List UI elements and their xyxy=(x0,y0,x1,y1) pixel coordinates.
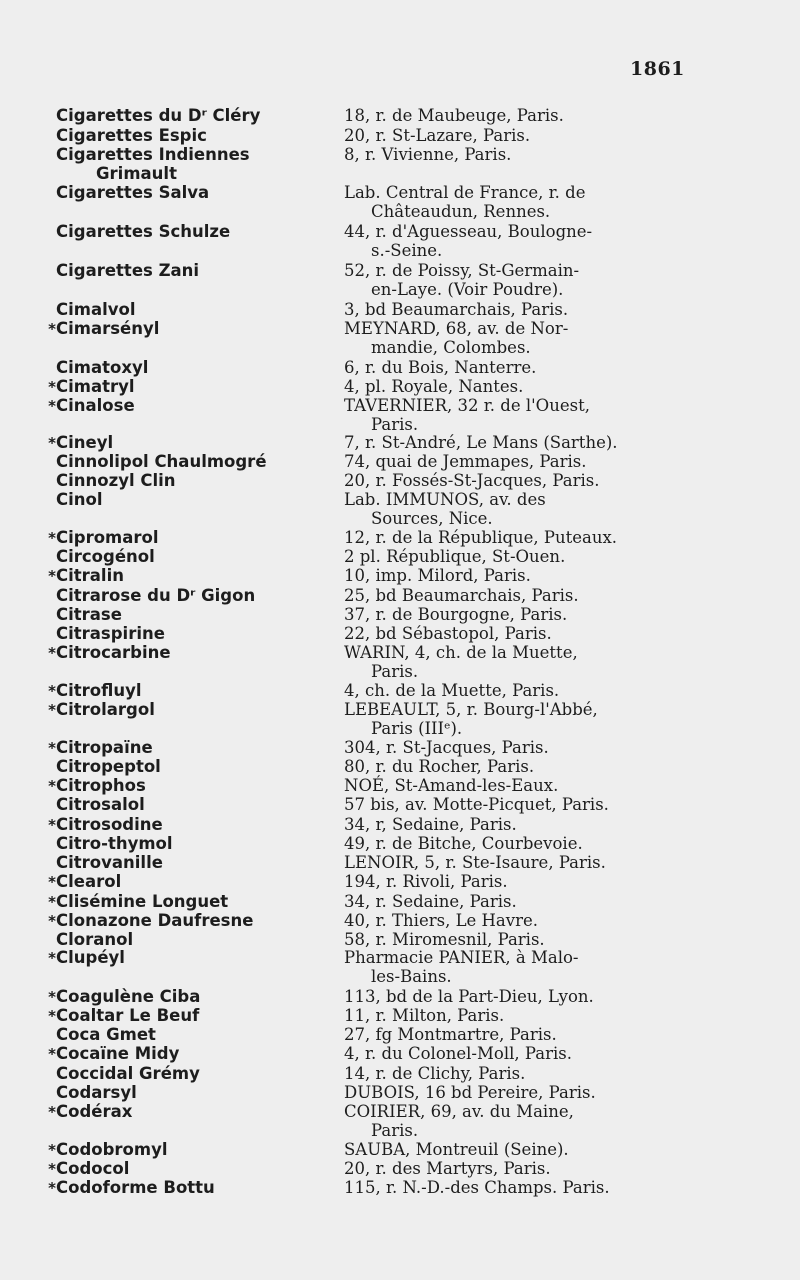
asterisk-marker: * xyxy=(48,816,56,834)
asterisk-marker: * xyxy=(48,912,56,930)
asterisk-marker: * xyxy=(48,1045,56,1063)
product-name-text: Cimatryl xyxy=(56,377,135,396)
address-line: 34, r, Sedaine, Paris. xyxy=(344,815,517,834)
product-name-text: Citropaïne xyxy=(56,738,153,757)
product-name-text: Citrophos xyxy=(56,776,146,795)
product-name-text: Citrolargol xyxy=(56,700,155,719)
address-line: 20, r. des Martyrs, Paris. xyxy=(344,1159,551,1178)
address-line: 2 pl. République, St-Ouen. xyxy=(344,547,566,566)
product-name-text: Codérax xyxy=(56,1102,133,1121)
product-name-text: Cigarettes Schulze xyxy=(56,222,231,241)
address-line: 194, r. Rivoli, Paris. xyxy=(344,872,508,891)
asterisk-marker: * xyxy=(48,777,56,795)
product-name-text: Cimalvol xyxy=(56,300,136,319)
product-name-text: Clearol xyxy=(56,872,122,891)
address xyxy=(344,1044,694,1063)
product-name-text: Cipromarol xyxy=(56,528,159,547)
asterisk-marker: * xyxy=(48,378,56,396)
product-name xyxy=(40,319,330,339)
product-name xyxy=(40,624,330,643)
asterisk-marker: * xyxy=(48,1141,56,1159)
address-line: 44, r. d'Aguesseau, Boulogne- xyxy=(344,222,593,241)
product-name xyxy=(40,547,330,566)
address-line: 20, r. Fossés-St-Jacques, Paris. xyxy=(344,471,600,490)
address xyxy=(344,1159,694,1178)
address xyxy=(344,911,694,930)
address xyxy=(344,1140,694,1159)
address xyxy=(344,586,694,605)
address-line: Lab. Central de France, r. de xyxy=(344,183,586,202)
address-line: 8, r. Vivienne, Paris. xyxy=(344,145,512,164)
asterisk-marker: * xyxy=(48,1179,56,1197)
address xyxy=(344,987,694,1006)
address xyxy=(344,700,694,738)
product-name xyxy=(40,1178,330,1198)
asterisk-marker: * xyxy=(48,949,56,967)
asterisk-marker: * xyxy=(48,320,56,338)
address-line: 10, imp. Milord, Paris. xyxy=(344,566,531,585)
address xyxy=(344,222,694,260)
address xyxy=(344,815,694,834)
product-name xyxy=(40,815,330,835)
address-line: 115, r. N.-D.-des Champs. Paris. xyxy=(344,1178,610,1197)
asterisk-marker: * xyxy=(48,1007,56,1025)
product-name xyxy=(40,948,330,968)
product-name xyxy=(40,586,330,605)
address-continuation: Paris (IIIᵉ). xyxy=(371,719,463,738)
address-line: 80, r. du Rocher, Paris. xyxy=(344,757,535,776)
product-name xyxy=(40,911,330,931)
product-name-text: Coaltar Le Beuf xyxy=(56,1006,200,1025)
address xyxy=(344,145,694,164)
address-line: 3, bd Beaumarchais, Paris. xyxy=(344,300,569,319)
address-line: Lab. IMMUNOS, av. des xyxy=(344,490,546,509)
address-line: 113, bd de la Part-Dieu, Lyon. xyxy=(344,987,594,1006)
address xyxy=(344,738,694,757)
product-name-text: Citrase xyxy=(56,605,122,624)
address xyxy=(344,1178,694,1197)
product-name-text: Cimarsényl xyxy=(56,319,160,338)
address xyxy=(344,624,694,643)
product-name xyxy=(40,471,330,490)
address xyxy=(344,106,694,125)
address xyxy=(344,126,694,145)
asterisk-marker: * xyxy=(48,529,56,547)
asterisk-marker: * xyxy=(48,434,56,452)
product-name xyxy=(40,795,330,814)
address-continuation: Châteaudun, Rennes. xyxy=(371,202,551,221)
address-line: 6, r. du Bois, Nanterre. xyxy=(344,358,537,377)
product-name xyxy=(40,681,330,701)
address xyxy=(344,681,694,700)
product-name-text: Citrocarbine xyxy=(56,643,171,662)
product-name-text: Cocaïne Midy xyxy=(56,1044,180,1063)
asterisk-marker: * xyxy=(48,682,56,700)
asterisk-marker: * xyxy=(48,1103,56,1121)
address xyxy=(344,433,694,452)
address xyxy=(344,757,694,776)
product-name-text: Clonazone Daufresne xyxy=(56,911,254,930)
product-name-text: Citrovanille xyxy=(56,853,163,872)
address-line: 34, r. Sedaine, Paris. xyxy=(344,892,517,911)
address-continuation: Paris. xyxy=(371,1121,419,1140)
address-line: 58, r. Miromesnil, Paris. xyxy=(344,930,545,949)
address-line: 4, pl. Royale, Nantes. xyxy=(344,377,524,396)
address-continuation: Sources, Nice. xyxy=(371,509,493,528)
product-name xyxy=(40,358,330,377)
address xyxy=(344,358,694,377)
address-line: 12, r. de la République, Puteaux. xyxy=(344,528,618,547)
product-name-text: Citrarose du Dʳ Gigon xyxy=(56,586,256,605)
product-name-text: Citrofluyl xyxy=(56,681,142,700)
asterisk-marker: * xyxy=(48,567,56,585)
address xyxy=(344,1006,694,1025)
address-continuation: Paris. xyxy=(371,415,419,434)
product-name xyxy=(40,1140,330,1160)
address xyxy=(344,261,694,299)
address xyxy=(344,834,694,853)
address-line: WARIN, 4, ch. de la Muette, xyxy=(344,643,578,662)
address xyxy=(344,853,694,872)
address-line: SAUBA, Montreuil (Seine). xyxy=(344,1140,569,1159)
asterisk-marker: * xyxy=(48,739,56,757)
address-continuation: en-Laye. (Voir Poudre). xyxy=(371,280,564,299)
address xyxy=(344,528,694,547)
product-name-text: Citrosodine xyxy=(56,815,163,834)
product-name xyxy=(40,377,330,397)
product-name-text: Cimatoxyl xyxy=(56,358,149,377)
address-line: 4, r. du Colonel-Moll, Paris. xyxy=(344,1044,572,1063)
address xyxy=(344,605,694,624)
page-number: 1861 xyxy=(630,58,685,80)
address-line: 37, r. de Bourgogne, Paris. xyxy=(344,605,568,624)
product-name xyxy=(40,433,330,453)
product-name-text: Cigarettes Zani xyxy=(56,261,200,280)
product-name-text: Cigarettes du Dʳ Cléry xyxy=(56,106,261,125)
address xyxy=(344,377,694,396)
asterisk-marker: * xyxy=(48,701,56,719)
asterisk-marker: * xyxy=(48,397,56,415)
address-line: LENOIR, 5, r. Ste-Isaure, Paris. xyxy=(344,853,606,872)
product-name xyxy=(40,987,330,1007)
product-name xyxy=(40,892,330,912)
product-name-text: Citrosalol xyxy=(56,795,145,814)
address-line: DUBOIS, 16 bd Pereire, Paris. xyxy=(344,1083,596,1102)
address xyxy=(344,319,694,357)
address xyxy=(344,776,694,795)
asterisk-marker: * xyxy=(48,1160,56,1178)
product-name-text: Citralin xyxy=(56,566,124,585)
address xyxy=(344,1064,694,1083)
product-name xyxy=(40,834,330,853)
address-line: 304, r. St-Jacques, Paris. xyxy=(344,738,549,757)
product-name-text: Codobromyl xyxy=(56,1140,168,1159)
product-name-text: Cigarettes Salva xyxy=(56,183,210,202)
address-line: 7, r. St-André, Le Mans (Sarthe). xyxy=(344,433,618,452)
product-name-continuation: Grimault xyxy=(96,164,177,183)
product-name xyxy=(40,145,330,183)
address xyxy=(344,566,694,585)
product-name-text: Coccidal Grémy xyxy=(56,1064,200,1083)
product-name-text: Cinnozyl Clin xyxy=(56,471,176,490)
asterisk-marker: * xyxy=(48,893,56,911)
address-line: Pharmacie PANIER, à Malo- xyxy=(344,948,579,967)
product-name xyxy=(40,872,330,892)
address xyxy=(344,1025,694,1044)
product-name xyxy=(40,396,330,416)
address-line: LEBEAULT, 5, r. Bourg-l'Abbé, xyxy=(344,700,598,719)
product-name-text: Cigarettes Indiennes xyxy=(56,145,250,164)
product-name xyxy=(40,605,330,624)
address xyxy=(344,471,694,490)
product-name xyxy=(40,1044,330,1064)
asterisk-marker: * xyxy=(48,988,56,1006)
product-name-text: Circogénol xyxy=(56,547,155,566)
product-name xyxy=(40,853,330,872)
product-name-text: Citro-thymol xyxy=(56,834,173,853)
product-name xyxy=(40,490,330,509)
address xyxy=(344,396,694,434)
product-name xyxy=(40,1083,330,1102)
product-name xyxy=(40,930,330,949)
address-line: 52, r. de Poissy, St-Germain- xyxy=(344,261,580,280)
product-name xyxy=(40,1064,330,1083)
product-name xyxy=(40,300,330,319)
address-line: 40, r. Thiers, Le Havre. xyxy=(344,911,538,930)
product-name xyxy=(40,222,330,241)
address xyxy=(344,452,694,471)
product-name-text: Codarsyl xyxy=(56,1083,137,1102)
address-continuation: mandie, Colombes. xyxy=(371,338,531,357)
product-name xyxy=(40,1025,330,1044)
product-name xyxy=(40,566,330,586)
product-name xyxy=(40,757,330,776)
product-name xyxy=(40,452,330,471)
address-continuation: les-Bains. xyxy=(371,967,452,986)
product-name-text: Citraspirine xyxy=(56,624,165,643)
address xyxy=(344,1083,694,1102)
address xyxy=(344,490,694,528)
address xyxy=(344,892,694,911)
product-name xyxy=(40,700,330,720)
address-line: 20, r. St-Lazare, Paris. xyxy=(344,126,531,145)
product-name xyxy=(40,738,330,758)
product-name xyxy=(40,183,330,202)
address xyxy=(344,547,694,566)
product-name-text: Cinol xyxy=(56,490,103,509)
product-name-text: Cinalose xyxy=(56,396,135,415)
address-line: 4, ch. de la Muette, Paris. xyxy=(344,681,560,700)
address-continuation: s.-Seine. xyxy=(371,241,443,260)
address-line: 74, quai de Jemmapes, Paris. xyxy=(344,452,587,471)
product-name-text: Clupéyl xyxy=(56,948,125,967)
address-continuation: Paris. xyxy=(371,662,419,681)
product-name xyxy=(40,126,330,145)
asterisk-marker: * xyxy=(48,644,56,662)
address xyxy=(344,930,694,949)
address-line: 57 bis, av. Motte-Picquet, Paris. xyxy=(344,795,609,814)
product-name-text: Coca Gmet xyxy=(56,1025,156,1044)
address-line: NOÉ, St-Amand-les-Eaux. xyxy=(344,776,559,795)
product-name xyxy=(40,261,330,280)
product-name-text: Cloranol xyxy=(56,930,134,949)
address xyxy=(344,795,694,814)
product-name xyxy=(40,1006,330,1026)
address-line: 25, bd Beaumarchais, Paris. xyxy=(344,586,579,605)
address xyxy=(344,300,694,319)
product-name-text: Cinnolipol Chaulmogré xyxy=(56,452,267,471)
address-line: 18, r. de Maubeuge, Paris. xyxy=(344,106,564,125)
product-name-text: Clisémine Longuet xyxy=(56,892,229,911)
address-line: 14, r. de Clichy, Paris. xyxy=(344,1064,526,1083)
product-name xyxy=(40,528,330,548)
address xyxy=(344,183,694,221)
address-line: 49, r. de Bitche, Courbevoie. xyxy=(344,834,583,853)
product-name xyxy=(40,1102,330,1122)
product-name-text: Coagulène Ciba xyxy=(56,987,201,1006)
product-name xyxy=(40,106,330,125)
product-name-text: Codocol xyxy=(56,1159,130,1178)
product-name xyxy=(40,643,330,663)
address-line: 22, bd Sébastopol, Paris. xyxy=(344,624,552,643)
asterisk-marker: * xyxy=(48,873,56,891)
product-name-text: Cineyl xyxy=(56,433,114,452)
address xyxy=(344,872,694,891)
address-line: MEYNARD, 68, av. de Nor- xyxy=(344,319,569,338)
product-name xyxy=(40,776,330,796)
address-line: 11, r. Milton, Paris. xyxy=(344,1006,505,1025)
address xyxy=(344,1102,694,1140)
product-name-text: Codoforme Bottu xyxy=(56,1178,215,1197)
address-line: 27, fg Montmartre, Paris. xyxy=(344,1025,557,1044)
product-name-text: Cigarettes Espic xyxy=(56,126,207,145)
address xyxy=(344,643,694,681)
address-line: TAVERNIER, 32 r. de l'Ouest, xyxy=(344,396,590,415)
product-name xyxy=(40,1159,330,1179)
address-line: COIRIER, 69, av. du Maine, xyxy=(344,1102,574,1121)
product-name-text: Citropeptol xyxy=(56,757,161,776)
address xyxy=(344,948,694,986)
